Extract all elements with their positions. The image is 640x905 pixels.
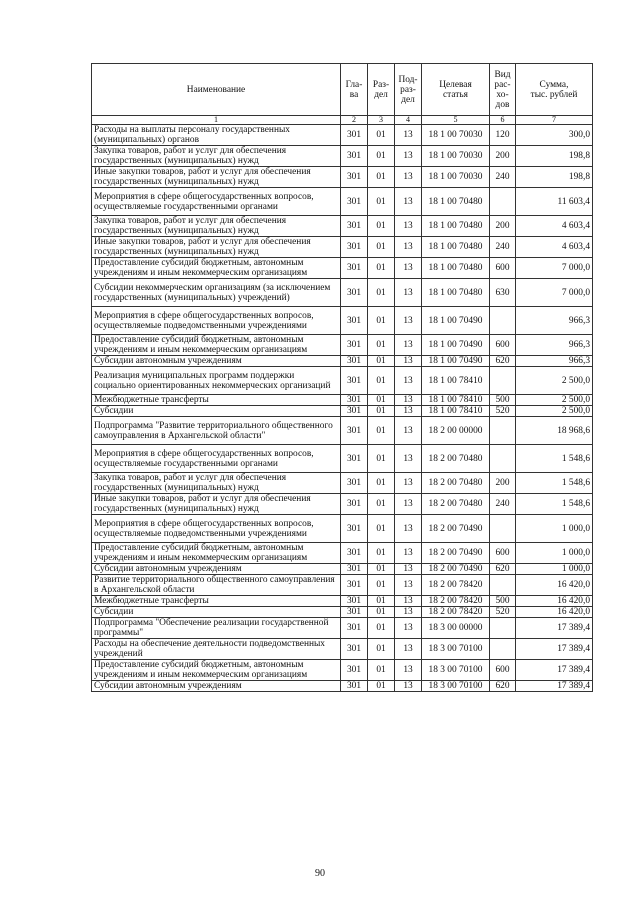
row-sum: 11 603,4 xyxy=(516,188,593,216)
row-target: 18 1 00 70490 xyxy=(422,335,490,356)
table-row xyxy=(92,279,593,307)
row-glava: 301 xyxy=(341,618,368,639)
row-name: Субсидии некоммерческим организациям (за исключением государственных (муниципальных) учреждений) xyxy=(92,279,341,307)
row-glava: 301 xyxy=(341,307,368,335)
col-number: 5 xyxy=(422,116,490,125)
row-glava: 301 xyxy=(341,639,368,660)
row-target: 18 3 00 00000 xyxy=(422,618,490,639)
row-razdel: 01 xyxy=(368,445,395,473)
row-target: 18 2 00 00000 xyxy=(422,417,490,445)
row-razdel: 01 xyxy=(368,188,395,216)
row-target: 18 2 00 70480 xyxy=(422,494,490,515)
row-podrazdel: 13 xyxy=(395,445,422,473)
row-glava: 301 xyxy=(341,473,368,494)
row-name: Мероприятия в сфере общегосударственных вопросов, осуществляемые государственными органами xyxy=(92,445,341,473)
row-sum: 198,8 xyxy=(516,167,593,188)
row-podrazdel: 13 xyxy=(395,188,422,216)
row-glava: 301 xyxy=(341,596,368,607)
table-row xyxy=(92,543,593,564)
row-razdel: 01 xyxy=(368,125,395,146)
row-glava: 301 xyxy=(341,575,368,596)
row-glava: 301 xyxy=(341,258,368,279)
col-number: 6 xyxy=(490,116,516,125)
row-podrazdel: 13 xyxy=(395,575,422,596)
row-razdel: 01 xyxy=(368,618,395,639)
table-row xyxy=(92,660,593,681)
table-row xyxy=(92,258,593,279)
row-vid: 620 xyxy=(490,356,516,367)
row-razdel: 01 xyxy=(368,564,395,575)
row-target: 18 1 00 70480 xyxy=(422,216,490,237)
row-target: 18 2 00 70490 xyxy=(422,564,490,575)
row-vid: 620 xyxy=(490,564,516,575)
row-vid: 600 xyxy=(490,660,516,681)
row-podrazdel: 13 xyxy=(395,356,422,367)
row-vid xyxy=(490,417,516,445)
row-podrazdel: 13 xyxy=(395,406,422,417)
row-razdel: 01 xyxy=(368,607,395,618)
table-row xyxy=(92,618,593,639)
row-glava: 301 xyxy=(341,681,368,692)
row-name: Предоставление субсидий бюджетным, автономным учреждениям и иным некоммерческим организациям xyxy=(92,335,341,356)
row-podrazdel: 13 xyxy=(395,681,422,692)
row-glava: 301 xyxy=(341,494,368,515)
row-sum: 16 420,0 xyxy=(516,575,593,596)
row-razdel: 01 xyxy=(368,258,395,279)
row-podrazdel: 13 xyxy=(395,660,422,681)
row-razdel: 01 xyxy=(368,515,395,543)
row-sum: 4 603,4 xyxy=(516,237,593,258)
row-vid: 500 xyxy=(490,596,516,607)
row-name: Иные закупки товаров, работ и услуг для обеспечения государственных (муниципальных) нужд xyxy=(92,167,341,188)
table-row xyxy=(92,515,593,543)
row-vid: 240 xyxy=(490,494,516,515)
table-row xyxy=(92,564,593,575)
row-podrazdel: 13 xyxy=(395,473,422,494)
row-glava: 301 xyxy=(341,216,368,237)
table-row xyxy=(92,188,593,216)
row-glava: 301 xyxy=(341,167,368,188)
row-vid: 520 xyxy=(490,406,516,417)
row-razdel: 01 xyxy=(368,237,395,258)
row-razdel: 01 xyxy=(368,279,395,307)
row-name: Субсидии xyxy=(92,406,341,417)
row-podrazdel: 13 xyxy=(395,279,422,307)
row-podrazdel: 13 xyxy=(395,125,422,146)
row-target: 18 3 00 70100 xyxy=(422,660,490,681)
table-row xyxy=(92,445,593,473)
row-razdel: 01 xyxy=(368,307,395,335)
row-podrazdel: 13 xyxy=(395,146,422,167)
row-podrazdel: 13 xyxy=(395,335,422,356)
row-name: Подпрограмма "Обеспечение реализации государственной программы" xyxy=(92,618,341,639)
row-sum: 1 000,0 xyxy=(516,543,593,564)
row-vid xyxy=(490,618,516,639)
row-target: 18 2 00 70480 xyxy=(422,473,490,494)
table-row xyxy=(92,681,593,692)
row-podrazdel: 13 xyxy=(395,639,422,660)
row-podrazdel: 13 xyxy=(395,395,422,406)
row-target: 18 1 00 78410 xyxy=(422,395,490,406)
table-row xyxy=(92,596,593,607)
table-row xyxy=(92,216,593,237)
row-glava: 301 xyxy=(341,279,368,307)
row-sum: 17 389,4 xyxy=(516,681,593,692)
row-razdel: 01 xyxy=(368,395,395,406)
row-razdel: 01 xyxy=(368,596,395,607)
row-name: Субсидии xyxy=(92,607,341,618)
table-row xyxy=(92,607,593,618)
table-row xyxy=(92,473,593,494)
table-row xyxy=(92,575,593,596)
row-podrazdel: 13 xyxy=(395,564,422,575)
header-name: Наименование xyxy=(92,64,341,116)
row-name: Закупка товаров, работ и услуг для обеспечения государственных (муниципальных) нужд xyxy=(92,473,341,494)
budget-page xyxy=(91,63,592,692)
row-name: Закупка товаров, работ и услуг для обеспечения государственных (муниципальных) нужд xyxy=(92,146,341,167)
row-name: Субсидии автономным учреждениям xyxy=(92,681,341,692)
row-podrazdel: 13 xyxy=(395,596,422,607)
row-target: 18 2 00 70490 xyxy=(422,515,490,543)
row-name: Иные закупки товаров, работ и услуг для обеспечения государственных (муниципальных) нужд xyxy=(92,494,341,515)
row-sum: 2 500,0 xyxy=(516,406,593,417)
row-sum: 16 420,0 xyxy=(516,596,593,607)
header-podrazdel: Под- раз- дел xyxy=(395,64,422,116)
row-razdel: 01 xyxy=(368,146,395,167)
row-target: 18 1 00 70030 xyxy=(422,125,490,146)
row-sum: 17 389,4 xyxy=(516,618,593,639)
table-row xyxy=(92,356,593,367)
row-name: Мероприятия в сфере общегосударственных вопросов, осуществляемые подведомственными учреждениями xyxy=(92,307,341,335)
row-name: Субсидии автономным учреждениям xyxy=(92,564,341,575)
row-target: 18 1 00 78410 xyxy=(422,406,490,417)
row-razdel: 01 xyxy=(368,335,395,356)
row-glava: 301 xyxy=(341,146,368,167)
page-number: 90 xyxy=(315,868,325,879)
row-target: 18 2 00 78420 xyxy=(422,575,490,596)
row-razdel: 01 xyxy=(368,367,395,395)
row-name: Иные закупки товаров, работ и услуг для обеспечения государственных (муниципальных) нужд xyxy=(92,237,341,258)
header-razdel: Раз- дел xyxy=(368,64,395,116)
row-sum: 300,0 xyxy=(516,125,593,146)
row-vid xyxy=(490,639,516,660)
row-podrazdel: 13 xyxy=(395,258,422,279)
row-podrazdel: 13 xyxy=(395,307,422,335)
row-vid xyxy=(490,307,516,335)
row-glava: 301 xyxy=(341,417,368,445)
row-glava: 301 xyxy=(341,406,368,417)
col-number: 7 xyxy=(516,116,593,125)
row-name: Межбюджетные трансферты xyxy=(92,596,341,607)
row-name: Мероприятия в сфере общегосударственных вопросов, осуществляемые подведомственными учреждениями xyxy=(92,515,341,543)
row-vid xyxy=(490,188,516,216)
row-sum: 16 420,0 xyxy=(516,607,593,618)
row-vid: 120 xyxy=(490,125,516,146)
row-glava: 301 xyxy=(341,356,368,367)
row-glava: 301 xyxy=(341,660,368,681)
table-row xyxy=(92,406,593,417)
row-sum: 4 603,4 xyxy=(516,216,593,237)
row-razdel: 01 xyxy=(368,575,395,596)
row-sum: 966,3 xyxy=(516,307,593,335)
col-number: 2 xyxy=(341,116,368,125)
row-razdel: 01 xyxy=(368,406,395,417)
row-target: 18 3 00 70100 xyxy=(422,681,490,692)
table-row xyxy=(92,307,593,335)
row-target: 18 1 00 70480 xyxy=(422,258,490,279)
row-name: Реализация муниципальных программ поддержки социально ориентированных некоммерческих организаций xyxy=(92,367,341,395)
row-name: Предоставление субсидий бюджетным, автономным учреждениям и иным некоммерческим организациям xyxy=(92,660,341,681)
row-sum: 966,3 xyxy=(516,356,593,367)
row-glava: 301 xyxy=(341,607,368,618)
row-glava: 301 xyxy=(341,367,368,395)
row-vid: 240 xyxy=(490,237,516,258)
row-podrazdel: 13 xyxy=(395,216,422,237)
row-target: 18 1 00 70490 xyxy=(422,307,490,335)
row-razdel: 01 xyxy=(368,216,395,237)
row-glava: 301 xyxy=(341,188,368,216)
row-name: Закупка товаров, работ и услуг для обеспечения государственных (муниципальных) нужд xyxy=(92,216,341,237)
row-glava: 301 xyxy=(341,395,368,406)
row-vid: 620 xyxy=(490,681,516,692)
row-vid: 600 xyxy=(490,335,516,356)
row-vid xyxy=(490,445,516,473)
row-sum: 2 500,0 xyxy=(516,367,593,395)
row-name: Подпрограмма "Развитие территориального общественного самоуправления в Архангельской области" xyxy=(92,417,341,445)
row-name: Субсидии автономным учреждениям xyxy=(92,356,341,367)
row-sum: 1 548,6 xyxy=(516,473,593,494)
row-podrazdel: 13 xyxy=(395,494,422,515)
row-glava: 301 xyxy=(341,335,368,356)
header-vid: Вид рас- хо- дов xyxy=(490,64,516,116)
row-target: 18 1 00 70030 xyxy=(422,167,490,188)
row-sum: 7 000,0 xyxy=(516,258,593,279)
row-glava: 301 xyxy=(341,445,368,473)
col-number: 4 xyxy=(395,116,422,125)
row-vid: 520 xyxy=(490,607,516,618)
row-target: 18 3 00 70100 xyxy=(422,639,490,660)
row-sum: 2 500,0 xyxy=(516,395,593,406)
row-sum: 198,8 xyxy=(516,146,593,167)
row-sum: 18 968,6 xyxy=(516,417,593,445)
table-row xyxy=(92,237,593,258)
row-vid: 240 xyxy=(490,167,516,188)
row-podrazdel: 13 xyxy=(395,543,422,564)
row-podrazdel: 13 xyxy=(395,607,422,618)
table-body xyxy=(92,125,593,692)
table-row xyxy=(92,146,593,167)
row-name: Предоставление субсидий бюджетным, автономным учреждениям и иным некоммерческим организациям xyxy=(92,258,341,279)
row-vid xyxy=(490,515,516,543)
table-row xyxy=(92,367,593,395)
row-target: 18 1 00 70490 xyxy=(422,356,490,367)
table-row xyxy=(92,417,593,445)
header-sum: Сумма, тыс. рублей xyxy=(516,64,593,116)
row-vid: 200 xyxy=(490,216,516,237)
row-vid xyxy=(490,575,516,596)
header-target: Целевая статья xyxy=(422,64,490,116)
row-vid: 200 xyxy=(490,473,516,494)
row-name: Расходы на обеспечение деятельности подведомственных учреждений xyxy=(92,639,341,660)
row-sum: 1 000,0 xyxy=(516,564,593,575)
table-header-row xyxy=(92,64,593,116)
row-podrazdel: 13 xyxy=(395,237,422,258)
row-vid: 600 xyxy=(490,543,516,564)
row-glava: 301 xyxy=(341,564,368,575)
row-vid xyxy=(490,367,516,395)
row-glava: 301 xyxy=(341,237,368,258)
row-razdel: 01 xyxy=(368,494,395,515)
row-target: 18 1 00 70480 xyxy=(422,279,490,307)
row-sum: 1 548,6 xyxy=(516,445,593,473)
row-razdel: 01 xyxy=(368,473,395,494)
row-podrazdel: 13 xyxy=(395,167,422,188)
row-vid: 500 xyxy=(490,395,516,406)
row-target: 18 2 00 78420 xyxy=(422,607,490,618)
table-row xyxy=(92,494,593,515)
row-target: 18 2 00 70480 xyxy=(422,445,490,473)
row-razdel: 01 xyxy=(368,356,395,367)
row-podrazdel: 13 xyxy=(395,367,422,395)
table-row xyxy=(92,335,593,356)
col-number: 3 xyxy=(368,116,395,125)
row-target: 18 1 00 70480 xyxy=(422,188,490,216)
row-glava: 301 xyxy=(341,543,368,564)
row-name: Мероприятия в сфере общегосударственных вопросов, осуществляемые государственными органами xyxy=(92,188,341,216)
row-razdel: 01 xyxy=(368,660,395,681)
row-sum: 966,3 xyxy=(516,335,593,356)
header-glava: Гла- ва xyxy=(341,64,368,116)
row-name: Расходы на выплаты персоналу государственных (муниципальных) органов xyxy=(92,125,341,146)
col-number: 1 xyxy=(92,116,341,125)
row-vid: 600 xyxy=(490,258,516,279)
row-razdel: 01 xyxy=(368,167,395,188)
row-target: 18 2 00 70490 xyxy=(422,543,490,564)
row-glava: 301 xyxy=(341,125,368,146)
row-podrazdel: 13 xyxy=(395,417,422,445)
budget-table xyxy=(91,63,593,692)
row-sum: 1 548,6 xyxy=(516,494,593,515)
table-row xyxy=(92,639,593,660)
table-row xyxy=(92,167,593,188)
table-row xyxy=(92,395,593,406)
row-sum: 17 389,4 xyxy=(516,660,593,681)
row-target: 18 1 00 70030 xyxy=(422,146,490,167)
row-razdel: 01 xyxy=(368,417,395,445)
row-podrazdel: 13 xyxy=(395,618,422,639)
row-podrazdel: 13 xyxy=(395,515,422,543)
row-vid: 200 xyxy=(490,146,516,167)
row-name: Межбюджетные трансферты xyxy=(92,395,341,406)
row-name: Предоставление субсидий бюджетным, автономным учреждениям и иным некоммерческим организациям xyxy=(92,543,341,564)
row-target: 18 2 00 78420 xyxy=(422,596,490,607)
row-target: 18 1 00 70480 xyxy=(422,237,490,258)
row-vid: 630 xyxy=(490,279,516,307)
row-razdel: 01 xyxy=(368,543,395,564)
row-sum: 1 000,0 xyxy=(516,515,593,543)
column-number-row xyxy=(92,116,593,125)
table-row xyxy=(92,125,593,146)
row-sum: 7 000,0 xyxy=(516,279,593,307)
row-glava: 301 xyxy=(341,515,368,543)
row-razdel: 01 xyxy=(368,639,395,660)
row-razdel: 01 xyxy=(368,681,395,692)
row-target: 18 1 00 78410 xyxy=(422,367,490,395)
row-sum: 17 389,4 xyxy=(516,639,593,660)
row-name: Развитие территориального общественного самоуправления в Архангельской области xyxy=(92,575,341,596)
